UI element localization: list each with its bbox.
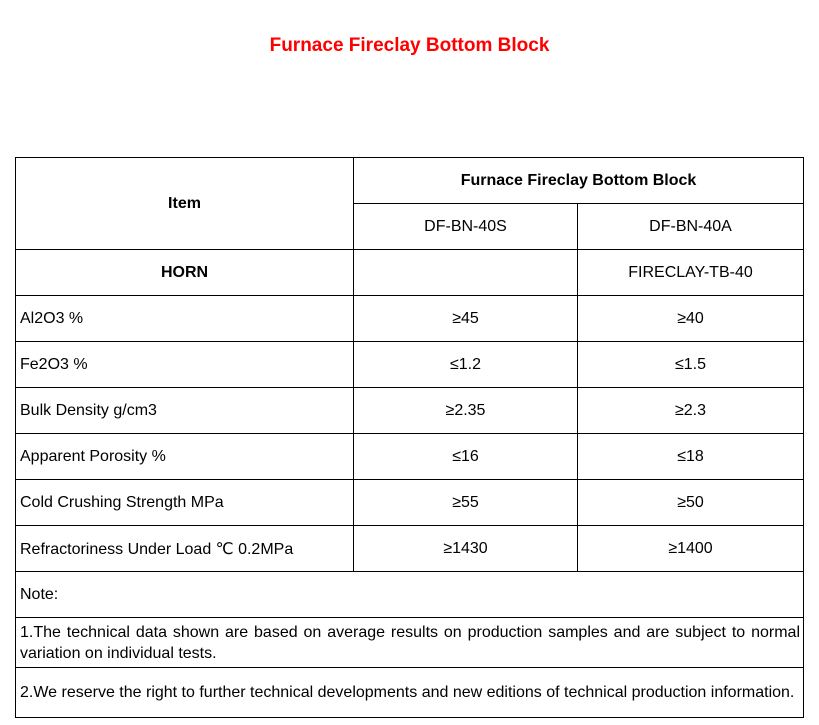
note-label: Note:	[16, 572, 804, 618]
row-label: Apparent Porosity %	[16, 434, 354, 480]
note-item: 2.We reserve the right to further technical developments and new editions of technical production information.	[16, 668, 804, 718]
horn-value	[354, 250, 578, 296]
item-header: Item	[16, 158, 354, 250]
row-value: ≤1.2	[354, 342, 578, 388]
table-row	[16, 434, 804, 480]
row-label: Fe2O3 %	[16, 342, 354, 388]
table-row	[16, 480, 804, 526]
row-label: Refractoriness Under Load ℃ 0.2MPa	[16, 526, 354, 572]
model-header: DF-BN-40S	[354, 204, 578, 250]
row-value: ≥2.3	[578, 388, 804, 434]
row-label: Cold Crushing Strength MPa	[16, 480, 354, 526]
row-value: ≥2.35	[354, 388, 578, 434]
row-value: ≥1400	[578, 526, 804, 572]
row-value: ≥50	[578, 480, 804, 526]
horn-value: FIRECLAY-TB-40	[578, 250, 804, 296]
group-header: Furnace Fireclay Bottom Block	[354, 158, 804, 204]
page-title: Furnace Fireclay Bottom Block	[269, 35, 550, 56]
row-value: ≥45	[354, 296, 578, 342]
model-header: DF-BN-40A	[578, 204, 804, 250]
row-value: ≥40	[578, 296, 804, 342]
table-row	[16, 388, 804, 434]
row-value: ≤1.5	[578, 342, 804, 388]
row-value: ≤18	[578, 434, 804, 480]
row-value: ≥55	[354, 480, 578, 526]
row-label: Bulk Density g/cm3	[16, 388, 354, 434]
note-item: 1.The technical data shown are based on average results on production samples and are subject to normal variation on individual tests.	[16, 618, 804, 668]
row-value: ≥1430	[354, 526, 578, 572]
spec-table	[15, 157, 804, 718]
table-row	[16, 526, 804, 572]
table-row	[16, 342, 804, 388]
row-value: ≤16	[354, 434, 578, 480]
horn-label: HORN	[16, 250, 354, 296]
table-row	[16, 296, 804, 342]
row-label: Al2O3 %	[16, 296, 354, 342]
